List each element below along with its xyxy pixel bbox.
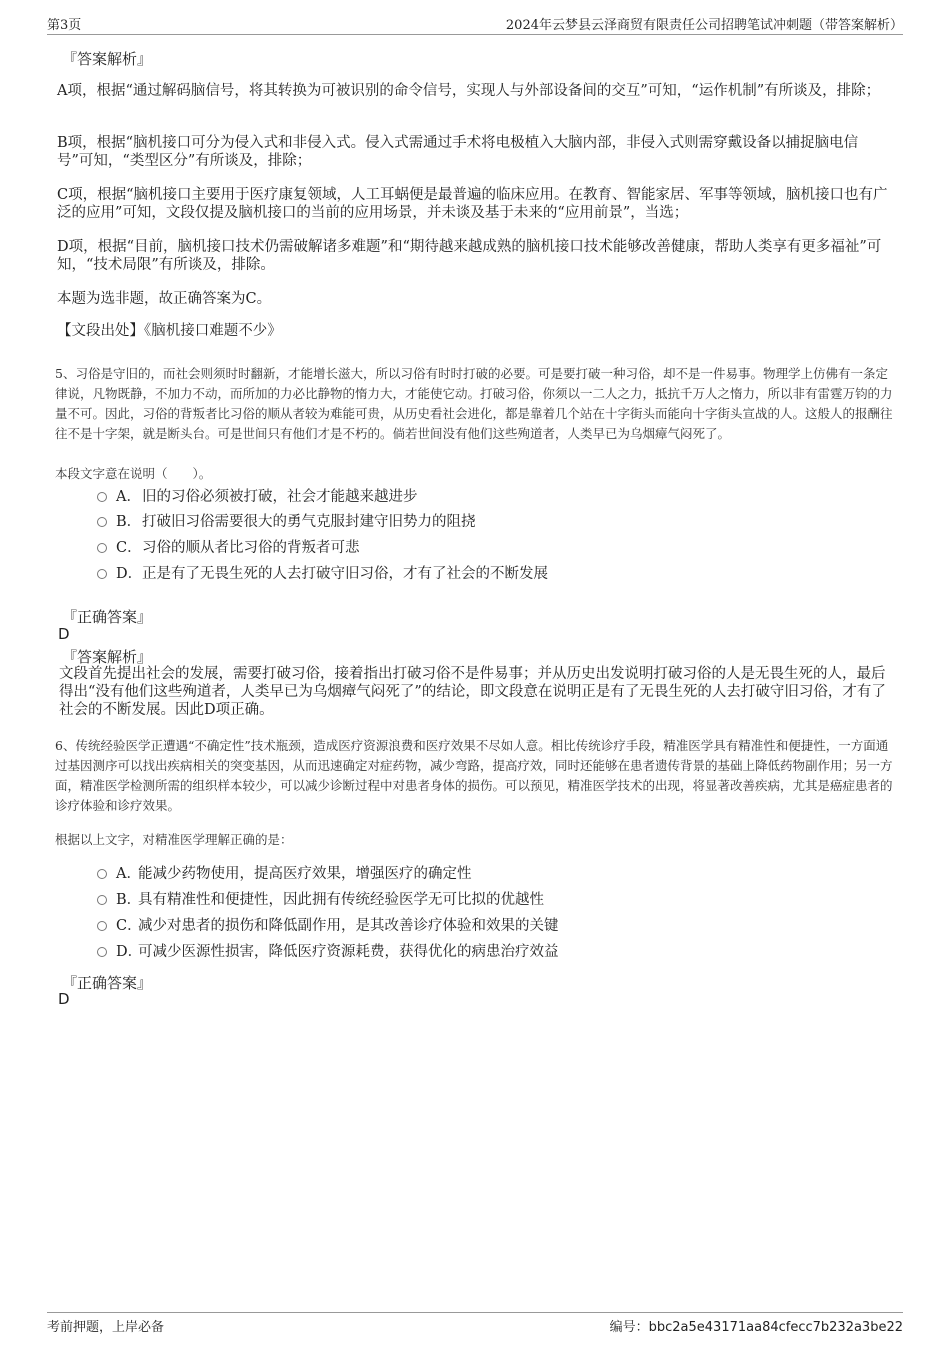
- radio-icon[interactable]: [97, 517, 107, 527]
- q5-option-d[interactable]: D．正是有了无畏生死的人去打破守旧习俗，才有了社会的不断发展: [97, 564, 548, 584]
- page-header: [47, 14, 903, 35]
- q5-analysis: 文段首先提出社会的发展，需要打破习俗，接着指出打破习俗不是件易事；并从历史出发说明打破习俗的人是无畏生死的人，最后得出“没有他们这些殉道者，人类早已为乌烟瘴气闷死了”的结论，即文段意在说明正是有了无畏生死的人去打破守旧习俗，才有了社会的不断发展。因此D项正确。: [59, 666, 886, 718]
- q5-stem: 本段文字意在说明（ ）。: [55, 466, 212, 481]
- q6-option-a[interactable]: A．能减少药物使用，提高医疗效果，增强医疗的确定性: [97, 864, 472, 884]
- q4-analysis-a: A项，根据“通过解码脑信号，将其转换为可被识别的命令信号，实现人与外部设备间的交互”可知，“运作机制”有所谈及，排除；: [57, 83, 881, 99]
- q4-analysis-b: B项，根据“脑机接口可分为侵入式和非侵入式。侵入式需通过手术将电极植入大脑内部，非侵入式则需穿戴设备以捕捉脑电信号”可知，“类型区分”有所谈及，排除；: [57, 135, 859, 169]
- q5-option-c[interactable]: C．习俗的顺从者比习俗的背叛者可悲: [97, 538, 360, 558]
- q6-option-b[interactable]: B．具有精准性和便捷性，因此拥有传统经验医学无可比拟的优越性: [97, 890, 544, 910]
- q6-passage: 6、传统经验医学正遭遇“不确定性”技术瓶颈，造成医疗资源浪费和医疗效果不尽如人意。相比传统诊疗手段，精准医学具有精准性和便捷性，一方面通过基因测序可以找出疾病相关的突变基因，从而迅速确定对症药物，减少弯路，提高疗效，同时还能够在患者遗传背景的基础上降低药物副作用；另一方面，精准医学检测所需的组织样本较少，可以减少诊断过程中对患者身体的损伤。可以预见，精准医学技术的出现，将显著改善疾病，尤其是癌症患者的诊疗体验和诊疗效果。: [55, 738, 893, 813]
- footer-code: 编号：bbc2a5e43171aa84cfecc7b232a3be22: [609, 1320, 903, 1335]
- q5-answer-label: 『正确答案』: [62, 608, 153, 626]
- q4-conclusion: 本题为选非题，故正确答案为C。: [57, 291, 272, 307]
- q6-option-d[interactable]: D．可减少医源性损害，降低医疗资源耗费，获得优化的病患治疗效益: [97, 942, 559, 962]
- q4-source: 【文段出处】《脑机接口难题不少》: [57, 323, 282, 339]
- q5-option-b[interactable]: B．打破旧习俗需要很大的勇气克服封建守旧势力的阻挠: [97, 512, 476, 532]
- q6-stem: 根据以上文字，对精准医学理解正确的是：: [55, 832, 293, 847]
- radio-icon[interactable]: [97, 543, 107, 553]
- document-title: 2024年云梦县云泽商贸有限责任公司招聘笔试冲刺题（带答案解析）: [505, 18, 903, 33]
- radio-icon[interactable]: [97, 895, 107, 905]
- q6-answer: D: [58, 990, 70, 1008]
- radio-icon[interactable]: [97, 492, 107, 502]
- radio-icon[interactable]: [97, 569, 107, 579]
- q4-analysis-c: C项，根据“脑机接口主要用于医疗康复领域，人工耳蜗便是最普遍的临床应用。在教育、智能家居、军事等领域，脑机接口也有广泛的应用”可知，文段仅提及脑机接口的当前的应用场景，并未谈及基于未来的“应用前景”，当选；: [57, 187, 888, 221]
- q5-answer: D: [58, 625, 70, 643]
- footer-slogan: 考前押题，上岸必备: [47, 1320, 165, 1335]
- q6-option-c[interactable]: C．减少对患者的损伤和降低副作用，是其改善诊疗体验和效果的关键: [97, 916, 559, 936]
- q5-option-a[interactable]: A．旧的习俗必须被打破，社会才能越来越进步: [97, 487, 418, 507]
- q6-answer-label: 『正确答案』: [62, 974, 153, 992]
- radio-icon[interactable]: [97, 869, 107, 879]
- q4-analysis-label: 『答案解析』: [62, 50, 153, 68]
- q5-analysis-label: 『答案解析』: [62, 648, 153, 666]
- radio-icon[interactable]: [97, 921, 107, 931]
- radio-icon[interactable]: [97, 947, 107, 957]
- page-footer: [47, 1312, 903, 1335]
- page-number: 第3页: [47, 18, 82, 33]
- q5-passage: 5、习俗是守旧的，而社会则须时时翻新，才能增长滋大，所以习俗有时时打破的必要。可是要打破一种习俗，却不是一件易事。物理学上仿佛有一条定律说，凡物既静，不加力不动，而所加的力必比静物的惰力大，才能使它动。打破习俗，你须以一二人之力，抵抗千万人之惰力，所以非有雷霆万钧的力量不可。因此，习俗的背叛者比习俗的顺从者较为难能可贵，从历史看社会进化，都是靠着几个站在十字街头而能向十字街头宣战的人。这般人的报酬往往不是十字架，就是断头台。可是世间只有他们才是不朽的。倘若世间没有他们这些殉道者，人类早已为乌烟瘴气闷死了。: [55, 366, 893, 441]
- q4-analysis-d: D项，根据“目前，脑机接口技术仍需破解诸多难题”和“期待越来越成熟的脑机接口技术能够改善健康，帮助人类享有更多福祉”可知，“技术局限”有所谈及，排除。: [57, 239, 882, 273]
